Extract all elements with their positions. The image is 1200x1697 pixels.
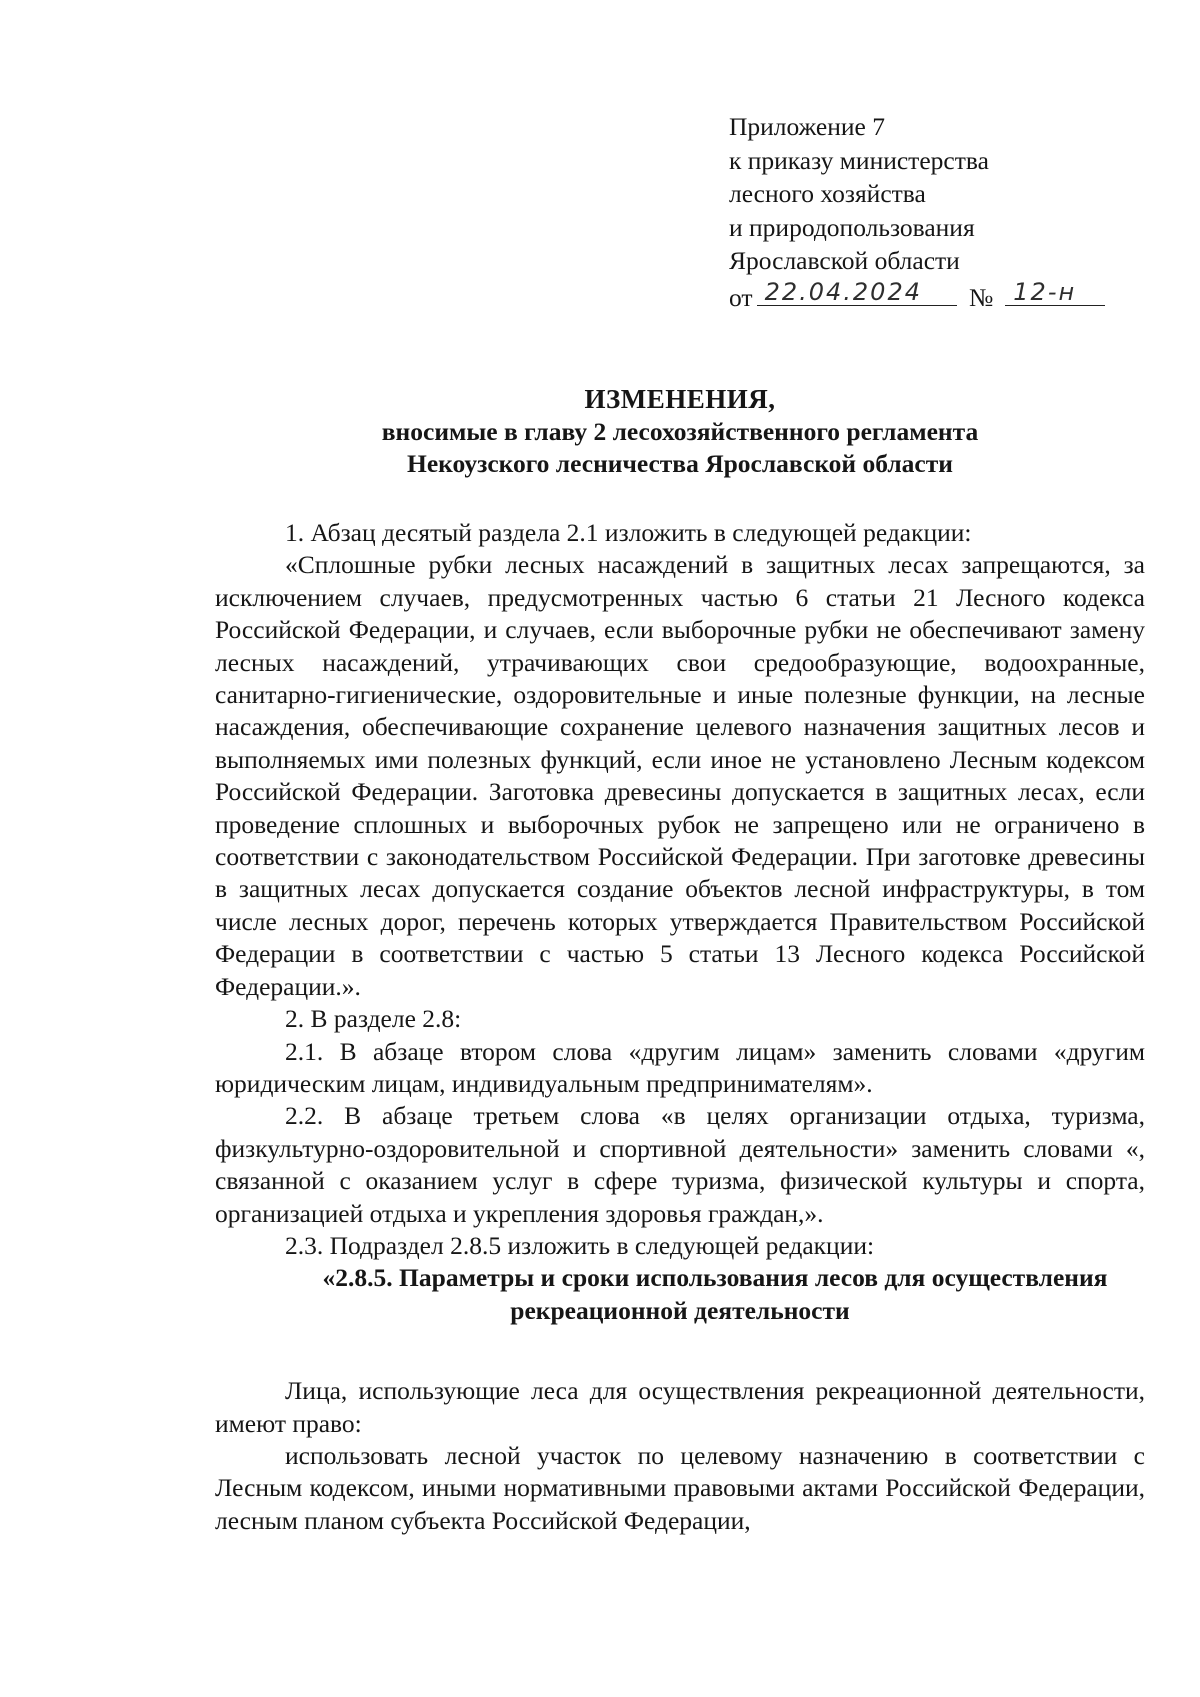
appendix-line: Приложение 7	[729, 112, 885, 141]
appendix-line: лесного хозяйства	[729, 179, 926, 208]
title-line: вносимые в главу 2 лесохозяйственного регламента	[381, 417, 979, 446]
paragraph-item-1-text: «Сплошные рубки лесных насаждений в защитных лесах запрещаются, за исключением случаев, предусмотренных частью 6 статьи 21 Лесного кодекса Российской Федерации, и случаев, если выборочные рубки не обеспечивают замену лесных насаждений, утрачивающих свои средообразующие, водоохранные, санитарно-гигиенические, оздоровительные и иные полезные функции, на лесные насаждения, обеспечивающие сохранение целевого назначения защитных лесов и выполняемых ими полезных функций, если иное не установлено Лесным кодексом Российской Федерации. Заготовка древесины допускается в защитных лесах, если проведение сплошных и выборочных рубок не запрещено или не ограничено в соответствии с законодательством Российской Федерации. При заготовке древесины в защитных лесах допускается создание объектов лесной инфраструктуры, в том числе лесных дорог, перечень которых утверждается Правительством Российской Федерации в соответствии с частью 5 статьи 13 Лесного кодекса Российской Федерации.».	[215, 550, 1145, 1001]
paragraph-rights: Лица, использующие леса для осуществления рекреационной деятельности, имеют право:	[215, 1376, 1145, 1438]
paragraph-item-2-2: 2.2. В абзаце третьем слова «в целях организации отдыха, туризма, физкультурно-оздоровительной и спортивной деятельности» заменить словами «, связанной с оказанием услуг в сфере туризма, физической культуры и спорта, организацией отдыха и укрепления здоровья граждан,».	[215, 1101, 1145, 1228]
appendix-line: Ярославской области	[729, 246, 960, 275]
document-body	[215, 517, 1145, 1537]
handwritten-number: 12-н	[1013, 277, 1077, 306]
title-line: Некоузского лесничества Ярославской области	[407, 449, 953, 478]
title-main: ИЗМЕНЕНИЯ,	[584, 384, 776, 414]
subsection-heading-line: рекреационной деятельности	[510, 1295, 850, 1325]
subsection-heading-line: «2.8.5. Параметры и сроки использования лесов для осуществления	[322, 1263, 1108, 1293]
appendix-header	[729, 110, 1105, 314]
order-date-line	[729, 278, 1105, 315]
number-sign: №	[968, 282, 994, 312]
paragraph-item-2: 2. В разделе 2.8:	[285, 1004, 462, 1034]
spacer	[215, 1327, 1145, 1375]
date-field	[757, 278, 957, 306]
paragraph-item-1: 1. Абзац десятый раздела 2.1 изложить в следующей редакции:	[285, 518, 972, 547]
subsection-heading	[215, 1262, 1145, 1327]
date-prefix: от	[729, 282, 753, 312]
number-field	[1005, 278, 1105, 306]
handwritten-date: 22.04.2024	[764, 277, 922, 306]
paragraph-use: использовать лесной участок по целевому назначению в соответствии с Лесным кодексом, иными нормативными правовыми актами Российской Федерации, лесным планом субъекта Российской Федерации,	[215, 1440, 1145, 1535]
paragraph-item-2-1: 2.1. В абзаце втором слова «другим лицам» заменить словами «другим юридическим лицам, индивидуальным предпринимателям».	[215, 1036, 1145, 1098]
appendix-line: к приказу министерства	[729, 145, 989, 175]
appendix-line: и природопользования	[729, 212, 975, 242]
document-title	[215, 382, 1145, 480]
paragraph-item-2-3: 2.3. Подраздел 2.8.5 изложить в следующей редакции:	[285, 1230, 875, 1260]
